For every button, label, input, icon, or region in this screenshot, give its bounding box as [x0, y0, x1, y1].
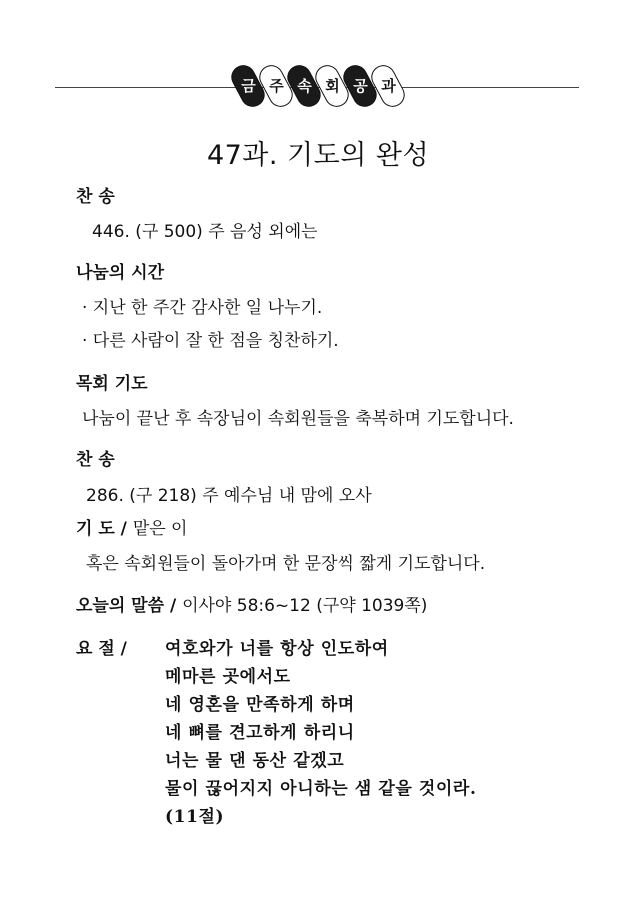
word-heading [76, 591, 427, 616]
pill-4: 회 [311, 61, 353, 111]
header-banner [0, 0, 636, 130]
prayer-leader: 맡은 이 [132, 519, 188, 539]
prayer-label: 기 도 [76, 519, 115, 539]
verse-line-7: (11절) [165, 807, 225, 827]
sharing-item-1: · 지난 한 주간 감사한 일 나누기. [82, 298, 323, 318]
verse-label: 요 절 / [76, 639, 127, 659]
pill-6: 과 [367, 61, 409, 111]
hymn1-label: 찬 송 [76, 187, 115, 207]
word-sep: / [164, 596, 183, 616]
hymn2-text: 286. (구 218) 주 예수님 내 맘에 오사 [86, 486, 372, 506]
pill-1: 금 [227, 61, 269, 111]
prayer-sep: / [114, 519, 133, 539]
header-pill-logo [228, 58, 408, 118]
sharing-item-2: · 다른 사람이 잘 한 점을 칭찬하기. [82, 331, 339, 351]
verse-line-1: 여호와가 너를 항상 인도하여 [165, 639, 389, 659]
pill-5: 공 [339, 61, 381, 111]
hymn2-label: 찬 송 [76, 450, 115, 470]
lesson-title: 47과. 기도의 완성 [206, 140, 430, 171]
prayer-text: 혹은 속회원들이 돌아가며 한 문장씩 짧게 기도합니다. [86, 554, 486, 574]
verse-line-2: 메마른 곳에서도 [165, 667, 291, 687]
word-reference: 이사야 58:6~12 (구약 1039쪽) [182, 596, 428, 616]
prayer-heading [76, 514, 187, 539]
verse-line-3: 네 영혼을 만족하게 하며 [165, 695, 355, 715]
word-label: 오늘의 말씀 [76, 596, 165, 616]
verse-line-4: 네 뼈를 견고하게 하리니 [165, 723, 355, 743]
pastoral-prayer-label: 목회 기도 [76, 374, 148, 394]
pill-2: 주 [255, 61, 297, 111]
verse-line-6: 물이 끊어지지 아니하는 샘 같을 것이라. [165, 779, 477, 799]
sharing-label: 나눔의 시간 [76, 263, 165, 283]
hymn1-text: 446. (구 500) 주 음성 외에는 [92, 222, 318, 242]
pastoral-prayer-text: 나눔이 끝난 후 속장님이 속회원들을 축복하며 기도합니다. [82, 409, 514, 429]
verse-line-5: 너는 물 댄 동산 같겠고 [165, 751, 345, 771]
pill-3: 속 [283, 61, 325, 111]
